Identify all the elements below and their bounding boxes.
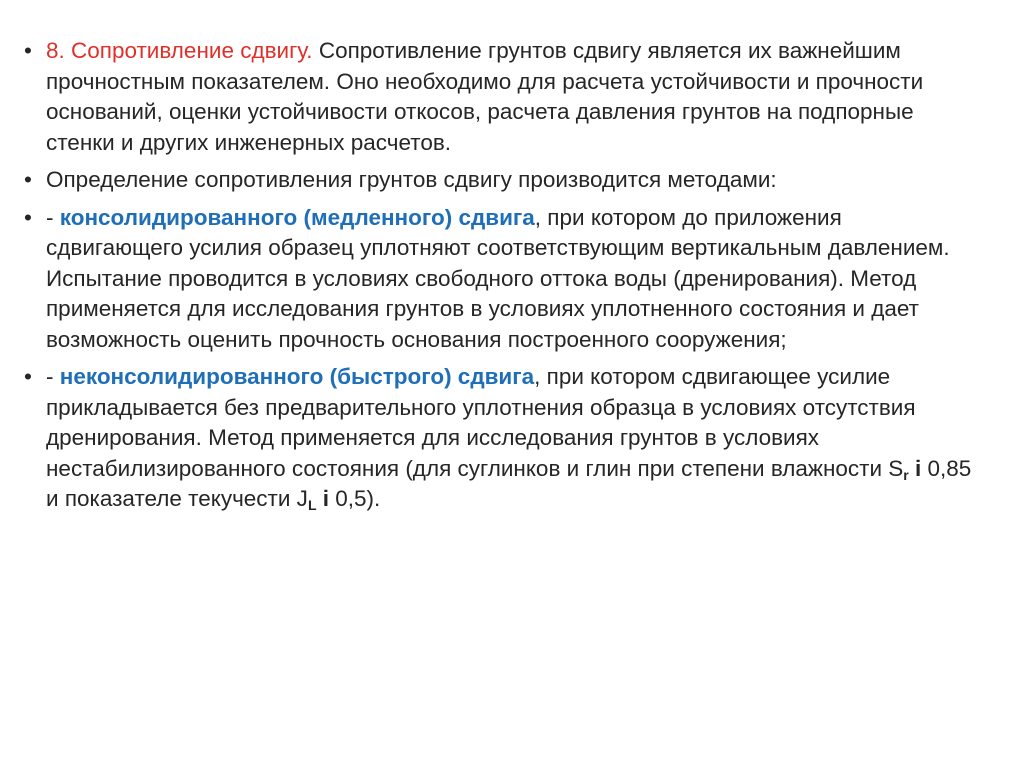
bullet-item-consolidated-shear bbox=[24, 203, 984, 356]
bullet-item-methods-intro bbox=[24, 165, 984, 196]
comparison-symbol: і bbox=[915, 455, 922, 481]
bullet-text: Сопротивление грунтов сдвигу является их важнейшим прочностным показателем. Оно необходимо для расчета устойчивости и прочности оснований, оценки устойчивости откосов, расчета давления грунтов на подпорные стенки и других инженерных расчетов. bbox=[46, 38, 924, 155]
bullet-text: Определение сопротивления грунтов сдвигу производится методами: bbox=[46, 167, 777, 192]
bullet-prefix: - bbox=[46, 364, 60, 389]
section-heading: 8. Сопротивление сдвигу. bbox=[46, 38, 313, 63]
bullet-text: , при котором до приложения сдвигающего усилия образец уплотняют соответствующим вертикальным давлением. Испытание проводится в условиях свободного оттока воды (дренирования). Метод применяется для исследования грунтов в условиях уплотненного состояния и дает возможность оценить прочность основания построенного сооружения; bbox=[46, 204, 950, 352]
comparison-symbol: і bbox=[322, 486, 330, 511]
bullet-text: , при котором сдвигающее усилие прикладывается без предварительного уплотнения образца в условиях отсутствия дренирования. Метод применяется для исследования грунтов в условиях нестабилизированного состояния (для суглинков и глин при степени влажности S bbox=[46, 364, 916, 481]
bullet-text: 0,85 и показателе текучести J bbox=[46, 455, 972, 511]
bullet-list bbox=[24, 36, 984, 522]
bullet-text: 0,5). bbox=[329, 486, 381, 511]
method-term: консолидированного (медленного) сдвига bbox=[59, 204, 535, 230]
bullet-item-unconsolidated-shear bbox=[24, 362, 984, 515]
subscript-r: r bbox=[903, 466, 909, 483]
bullet-prefix: - bbox=[46, 204, 60, 230]
subscript-l: L bbox=[307, 497, 317, 513]
bullet-item-shear-resistance bbox=[24, 36, 984, 158]
method-term: неконсолидированного (быстрого) сдвига bbox=[59, 364, 535, 389]
